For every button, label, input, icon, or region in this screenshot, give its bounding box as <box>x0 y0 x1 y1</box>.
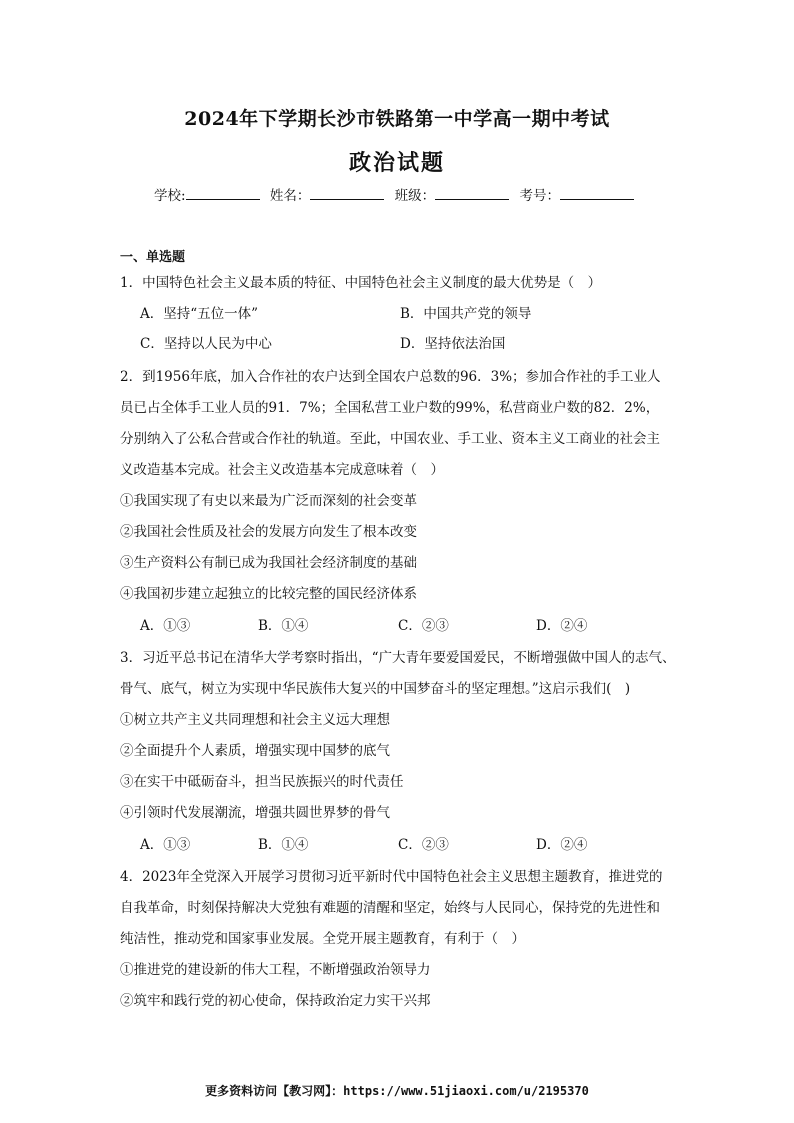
class-label: 班级： <box>394 188 436 204</box>
q2-option-c[interactable]: C．②③ <box>398 618 449 634</box>
q2-stem-line-3: 分别纳入了公私合营或合作社的轨道。至此，中国农业、手工业、资本主义工商业的社会主 <box>120 431 660 447</box>
q2-option-a[interactable]: A．①③ <box>140 618 191 634</box>
exam-number-label: 考号： <box>519 188 560 204</box>
page-subtitle: 政治试题 <box>348 151 445 176</box>
name-blank[interactable] <box>310 187 384 200</box>
q2-item-1: ①我国实现了有史以来最为广泛而深刻的社会变革 <box>120 493 417 509</box>
q4-stem-line-2: 自我革命，时刻保持解决大党独有难题的清醒和坚定，始终与人民同心，保持党的先进性和 <box>120 900 660 916</box>
q3-item-3: ③在实干中砥砺奋斗，担当民族振兴的时代责任 <box>120 774 404 790</box>
q2-option-d[interactable]: D．②④ <box>536 618 588 634</box>
name-label: 姓名： <box>269 188 311 204</box>
section-title: 一、单选题 <box>120 250 186 265</box>
q3-option-b[interactable]: B．①④ <box>258 837 309 853</box>
footer-link[interactable]: 更多资料访问【教习网】：https://www.51jiaoxi.com/u/2195370 <box>205 1084 589 1098</box>
q1-option-a[interactable]: A．坚持“五位一体” <box>140 306 259 322</box>
q3-item-1: ①树立共产主义共同理想和社会主义远大理想 <box>120 712 390 728</box>
q2-item-2: ②我国社会性质及社会的发展方向发生了根本改变 <box>120 524 417 540</box>
class-blank[interactable] <box>435 187 509 200</box>
q3-item-4: ④引领时代发展潮流，增强共圆世界梦的骨气 <box>120 805 390 821</box>
q4-stem-line-3: 纯洁性，推动党和国家事业发展。全党开展主题教育，有利于（ ） <box>120 931 525 947</box>
q2-stem-line-2: 员已占全体手工业人员的91．7%；全国私营工业户数的99%，私营商业户数的82．2%， <box>120 400 660 416</box>
student-info-row <box>0 184 794 204</box>
q4-stem-line-1: 4．2023年全党深入开展学习贯彻习近平新时代中国特色社会主义思想主题教育，推进党的 <box>120 869 663 885</box>
school-label: 学校: <box>154 188 186 204</box>
school-blank[interactable] <box>186 187 260 200</box>
q1-option-b[interactable]: B．中国共产党的领导 <box>400 306 532 322</box>
page-title: 2024年下学期长沙市铁路第一中学高一期中考试 <box>184 108 610 130</box>
exam-number-blank[interactable] <box>560 187 634 200</box>
q3-option-c[interactable]: C．②③ <box>398 837 449 853</box>
q4-item-1: ①推进党的建设新的伟大工程，不断增强政治领导力 <box>120 962 431 978</box>
q1-option-c[interactable]: C．坚持以人民为中心 <box>140 336 272 352</box>
q1-option-d[interactable]: D．坚持依法治国 <box>400 336 506 352</box>
q3-stem-line-2: 骨气、底气，树立为实现中华民族伟大复兴的中国梦奋斗的坚定理想。”这启示我们( ) <box>120 681 631 697</box>
q2-item-3: ③生产资料公有制已成为我国社会经济制度的基础 <box>120 555 417 571</box>
q4-item-2: ②筑牢和践行党的初心使命，保持政治定力实干兴邦 <box>120 993 431 1009</box>
q2-option-b[interactable]: B．①④ <box>258 618 309 634</box>
q2-item-4: ④我国初步建立起独立的比较完整的国民经济体系 <box>120 586 417 602</box>
q1-stem: 1．中国特色社会主义最本质的特征、中国特色社会主义制度的最大优势是（ ） <box>120 275 602 291</box>
q3-item-2: ②全面提升个人素质，增强实现中国梦的底气 <box>120 743 390 759</box>
q3-stem-line-1: 3．习近平总书记在清华大学考察时指出，“广大青年要爱国爱民，不断增强做中国人的志气、 <box>120 650 676 666</box>
q3-option-d[interactable]: D．②④ <box>536 837 588 853</box>
q2-stem-line-4: 义改造基本完成。社会主义改造基本完成意味着（ ） <box>120 462 444 478</box>
q3-option-a[interactable]: A．①③ <box>140 837 191 853</box>
q2-stem-line-1: 2．到1956年底，加入合作社的农户达到全国农户总数的96．3%；参加合作社的手工业人 <box>120 369 661 385</box>
